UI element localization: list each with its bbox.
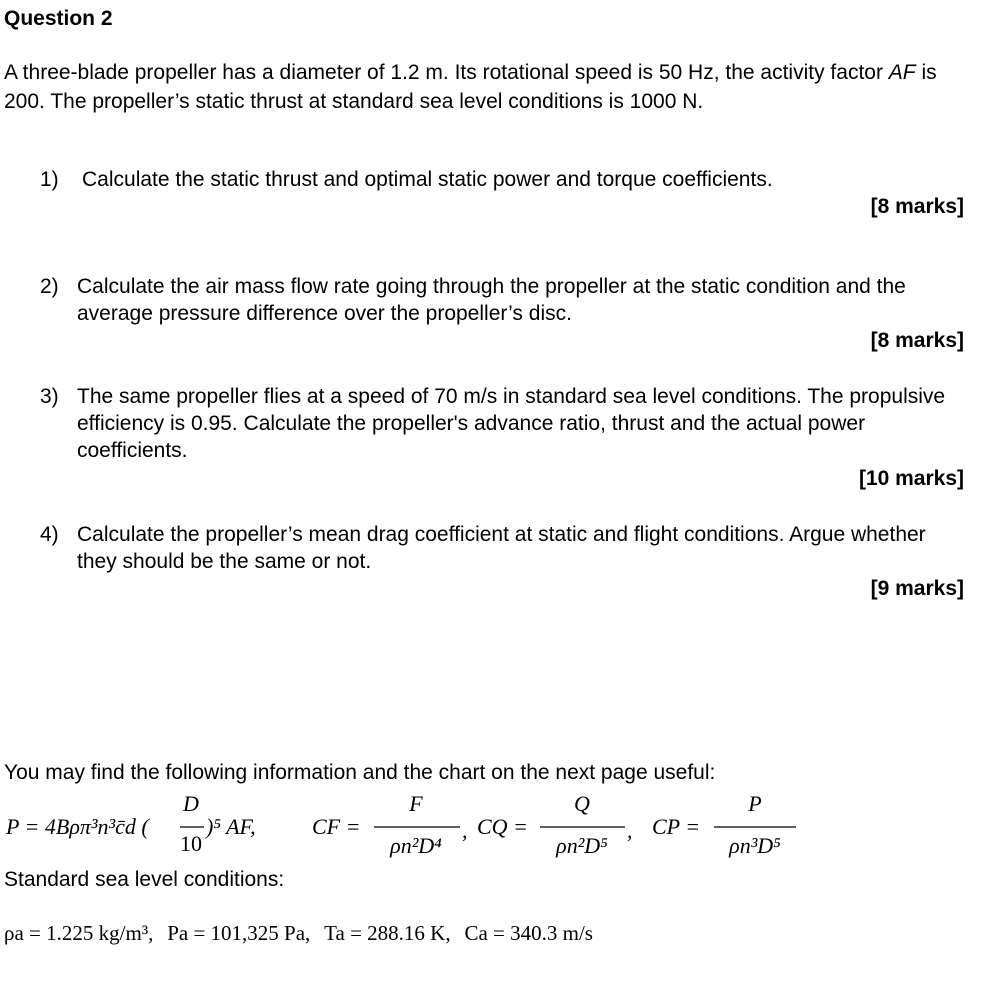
cq-formula-separator: , (627, 818, 633, 843)
question-intro (4, 58, 974, 116)
cf-formula-denominator: ρn²D⁴ (390, 833, 442, 858)
sound-speed-value: Ca = 340.3 m/s (464, 921, 593, 945)
sea-level-label: Standard sea level conditions: (4, 868, 285, 891)
cp-formula-lhs: CP = (652, 814, 701, 839)
temperature-value: Ta = 288.16 K, (324, 921, 451, 945)
subquestion-number: 4) (40, 523, 59, 546)
marks-label-4: [9 marks] (870, 577, 964, 600)
torque-coefficient-formula (477, 791, 633, 858)
cf-formula-numerator: F (409, 791, 423, 816)
marks-label-1: [8 marks] (870, 195, 964, 218)
cf-formula-lhs: CF = (312, 814, 361, 839)
intro-text-part1: A three-blade propeller has a diameter of 1.2 m. Its rotational speed is 50 Hz, the activity factor (4, 61, 889, 84)
subquestion-text: The same propeller flies at a speed of 70 m/s in standard sea level conditions. The propulsive efficiency is 0.95. Calculate the propeller's advance ratio, thrust and the actual power coefficients. (77, 385, 946, 462)
thrust-coefficient-formula (312, 791, 468, 858)
power-formula (5, 791, 256, 856)
intro-af-term: AF (888, 61, 916, 84)
subquestion-number: 2) (40, 275, 59, 298)
propeller-formulas (0, 788, 984, 868)
density-value: ρa = 1.225 kg/m³, (4, 921, 154, 945)
sea-level-conditions (4, 921, 593, 946)
cq-formula-lhs: CQ = (477, 814, 528, 839)
power-formula-rhs: )⁵ AF, (206, 814, 256, 839)
subquestion-number: 1) (40, 168, 59, 191)
marks-label-3: [10 marks] (858, 467, 964, 490)
cq-formula-denominator: ρn²D⁵ (556, 833, 608, 858)
cq-formula-numerator: Q (574, 791, 590, 816)
power-formula-fraction-numerator: D (183, 791, 199, 816)
power-formula-lhs: P = 4Bρπ³n³c̄d ( (6, 814, 149, 839)
subquestion-text: Calculate the propeller’s mean drag coefficient at static and flight conditions. Argue whether they should be the same or not. (77, 523, 926, 573)
question-heading: Question 2 (4, 7, 113, 30)
cp-formula-numerator: P (748, 791, 762, 816)
subquestion-text: Calculate the air mass flow rate going through the propeller at the static condition and the average pressure difference over the propeller’s disc. (77, 275, 906, 325)
power-formula-fraction-denominator: 10 (180, 831, 202, 856)
cp-formula-denominator: ρn³D⁵ (729, 833, 781, 858)
pressure-value: Pa = 101,325 Pa, (167, 921, 311, 945)
intro-text-part2: is 200. The propeller’s static thrust at standard sea level conditions is 1000 N. (4, 61, 937, 113)
subquestion-text: Calculate the static thrust and optimal static power and torque coefficients. (82, 168, 773, 191)
cf-formula-separator: , (462, 818, 468, 843)
subquestion-number: 3) (40, 385, 59, 408)
reference-note: You may find the following information and the chart on the next page useful: (4, 761, 716, 784)
marks-label-2: [8 marks] (870, 329, 964, 352)
power-coefficient-formula (652, 791, 796, 858)
